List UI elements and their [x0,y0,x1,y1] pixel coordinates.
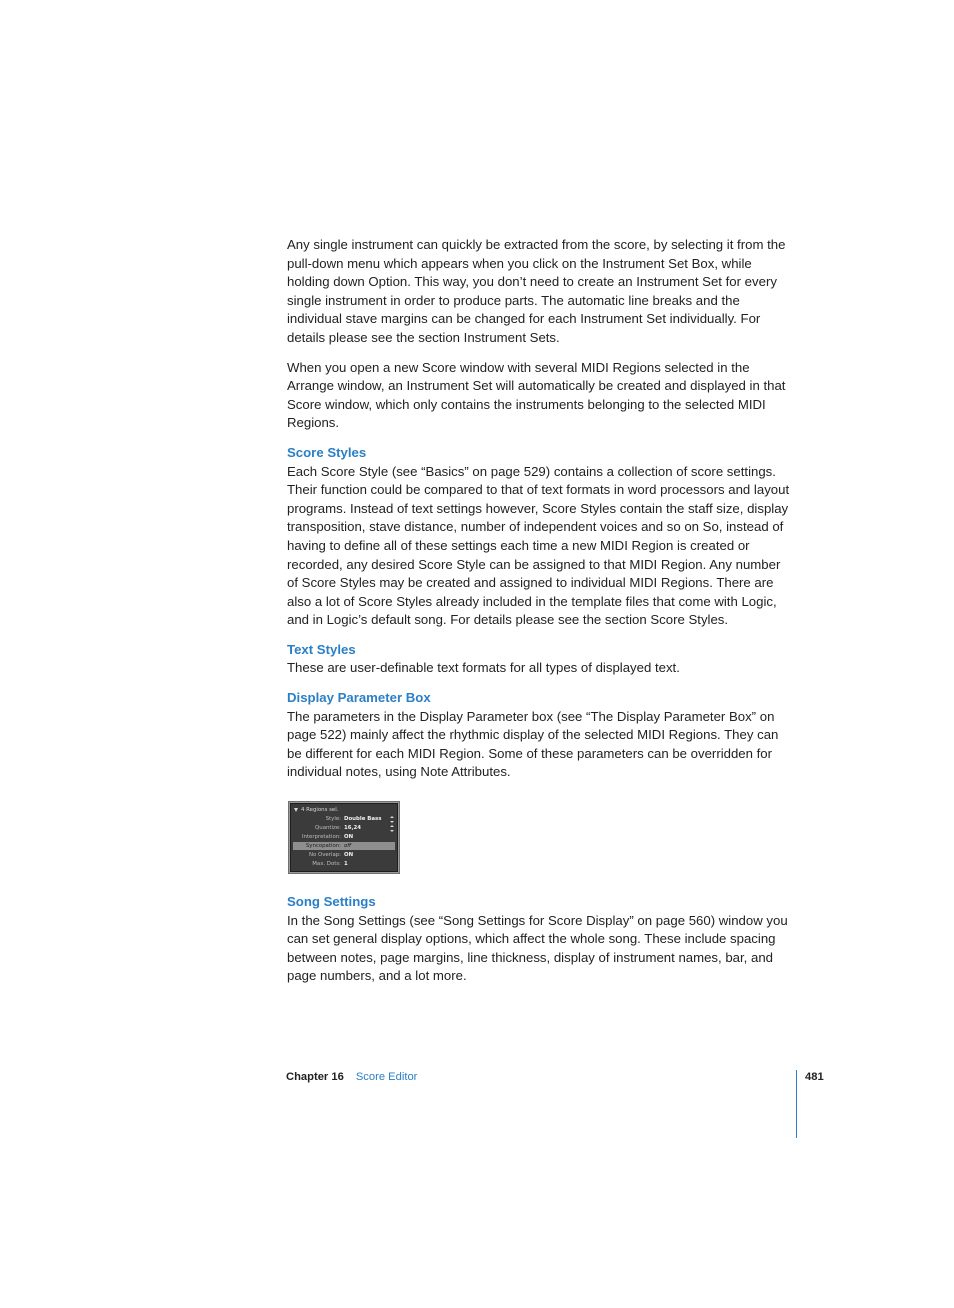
param-row-no-overlap[interactable] [293,851,395,859]
display-parameter-box-screenshot [288,801,400,874]
footer-divider [796,1070,797,1138]
parameter-box-header-label: 4 Regions sel. [301,807,339,814]
param-value: off [344,843,352,850]
paragraph-text-styles: These are user-definable text formats for all types of displayed text. [287,660,680,676]
paragraph-score-styles: Each Score Style (see “Basics” on page 529) contains a collection of score settings. Their function could be compared to that of text formats in word processors and layout programs. Instead of text settings however, Score Styles contain the staff size, display transposition, stave distance, number of independent voices and so on So, instead of having to define all of these settings each time a new MIDI Region is created or recorded, any desired Score Style can be assigned to that MIDI Region. Any number of Score Styles may be created and assigned to individual MIDI Regions. There are also a lot of Score Styles already included in the template files that come with Logic, and in Logic’s default song. For details please see the section Score Styles. [287,463,790,628]
heading-song-settings: Song Settings [287,894,376,910]
page-footer [286,1069,417,1085]
param-value: 16,24 [344,825,362,832]
param-value: 1 [344,861,348,868]
disclosure-triangle-icon[interactable] [294,808,298,812]
footer-chapter-title: Score Editor [355,1071,418,1083]
display-parameter-box-panel [290,803,398,872]
param-label: Max. Dots: [312,861,341,868]
paragraph-song-settings: In the Song Settings (see “Song Settings for Score Display” on page 560) window you can set general display options, which affect the whole song. These include spacing between notes, page margins, line thickness, display of instrument names, bar, and page numbers, and a lot more. [287,912,788,984]
content-column [287,236,793,997]
up-down-arrows-icon[interactable] [389,825,394,832]
heading-display-parameter-box: Display Parameter Box [287,690,431,706]
paragraph-new-score-window: When you open a new Score window with several MIDI Regions selected in the Arrange window, an Instrument Set will automatically be created and displayed in that Score window, which only contains the instruments belonging to the selected MIDI Regions. [287,359,786,431]
up-down-arrows-icon[interactable] [389,816,394,823]
heading-text-styles: Text Styles [287,641,356,657]
page-number: 481 [805,1071,824,1083]
param-row-quantize[interactable] [293,824,395,832]
footer-chapter: Chapter 16 [286,1071,344,1083]
param-label: No Overlap: [308,852,341,859]
heading-score-styles: Score Styles [287,444,367,460]
param-value: ON [344,852,354,859]
param-label: Quantize: [315,825,341,832]
param-value: ON [344,834,354,841]
param-row-max-dots[interactable] [293,860,395,868]
param-row-interpretation[interactable] [293,833,395,841]
paragraph-display-parameter-box: The parameters in the Display Parameter box (see “The Display Parameter Box” on page 522) mainly affect the rhythmic display of the selected MIDI Regions. They can be different for each MIDI Region. Some of these parameters can be overridden for individual notes, using Note Attributes. [287,708,779,780]
param-value: Double Bass [344,816,382,823]
param-label: Style: [325,816,341,823]
param-label: Syncopation: [305,843,341,850]
param-row-style[interactable] [293,815,395,823]
paragraph-instrument-extraction: Any single instrument can quickly be extracted from the score, by selecting it from the pull-down menu which appears when you click on the Instrument Set Box, while holding down Option. This way, you don’t need to create an Instrument Set for every single instrument in order to produce parts. The automatic line breaks and the individual stave margins can be changed for each Instrument Set individually. For details please see the section Instrument Sets. [287,237,786,345]
parameter-box-header[interactable] [294,806,338,814]
param-label: Interpretation: [301,834,341,841]
param-row-syncopation[interactable] [293,842,395,850]
